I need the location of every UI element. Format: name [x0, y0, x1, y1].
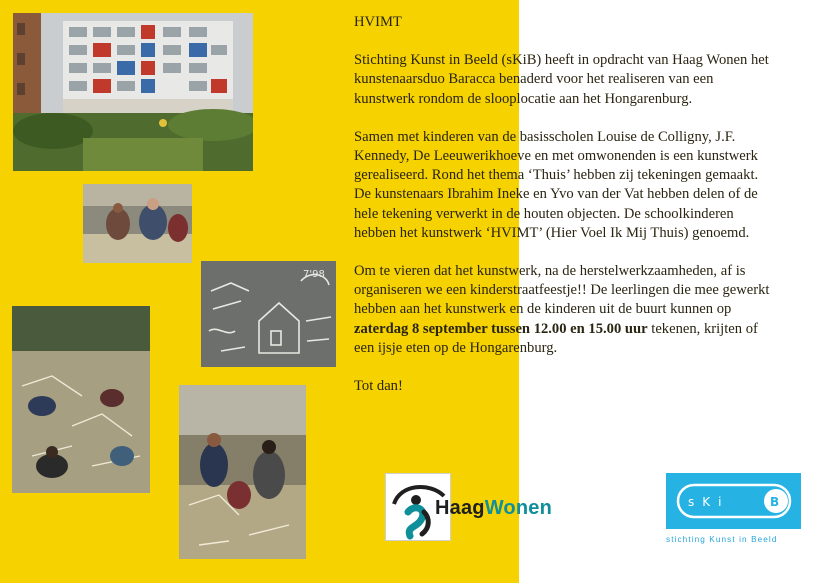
event-text-start: Om te vieren dat het kunstwerk, na de herstelwerkzaamheden, af is organiseren we een kinderstraatfeestje!! De leerlingen die mee gewerkt hebben aan het kunstwerk en de kinderen uit de buurt kunnen op — [354, 263, 770, 318]
skib-mark-icon — [666, 473, 801, 529]
event-text-end: tekenen, krijten of een ijsje eten op de Hongarenburg. — [354, 320, 758, 356]
haagwonen-logo — [385, 473, 625, 541]
haagwonen-wordmark: HaagWonen — [435, 497, 553, 519]
svg-text:sKi: sKi — [688, 495, 730, 509]
photo-chalk-drawing-house — [201, 261, 336, 367]
page-title: HVIMT — [354, 14, 402, 30]
photo-apartment-building — [13, 13, 253, 171]
photo-children-drawing — [83, 184, 192, 263]
photo-classroom-floor — [12, 306, 150, 493]
svg-text:B: B — [770, 495, 780, 509]
paragraph-closing: Tot dan! — [354, 378, 403, 395]
photo-children-kneeling — [179, 385, 306, 559]
paragraph-project: Samen met kinderen van de basisscholen Louise de Colligny, J.F. Kennedy, De Leeuwerikhoeve en met omwonenden is een kunstwerk gerealiseerd. Rond het thema ‘Thuis’ hebben zij tekeningen gemaakt. De kunstenaars Ibrahim Ineke en Yvo van der Vat hebben delen of de hele tekening verwerkt in de houten objecten. De schoolkinderen hebben het kunstwerk ‘HVIMT’ (Hier Voel Ik Mij Thuis) genoemd. — [354, 128, 759, 241]
skib-logo — [666, 473, 806, 548]
event-date: zaterdag 8 september tussen 12.00 en 15.00 uur — [354, 320, 648, 337]
paragraph-intro: Stichting Kunst in Beeld (sKiB) heeft in opdracht van Haag Wonen het kunstenaarsduo Baracca benaderd voor het realiseren van een kunstwerk rondom de slooplocatie aan het Hongarenburg. — [354, 52, 769, 107]
svg-text:7'98: 7'98 — [303, 269, 325, 280]
skib-caption: stichting Kunst in Beeld — [666, 535, 778, 544]
paragraph-event — [354, 262, 774, 358]
announcement-text — [354, 13, 774, 415]
